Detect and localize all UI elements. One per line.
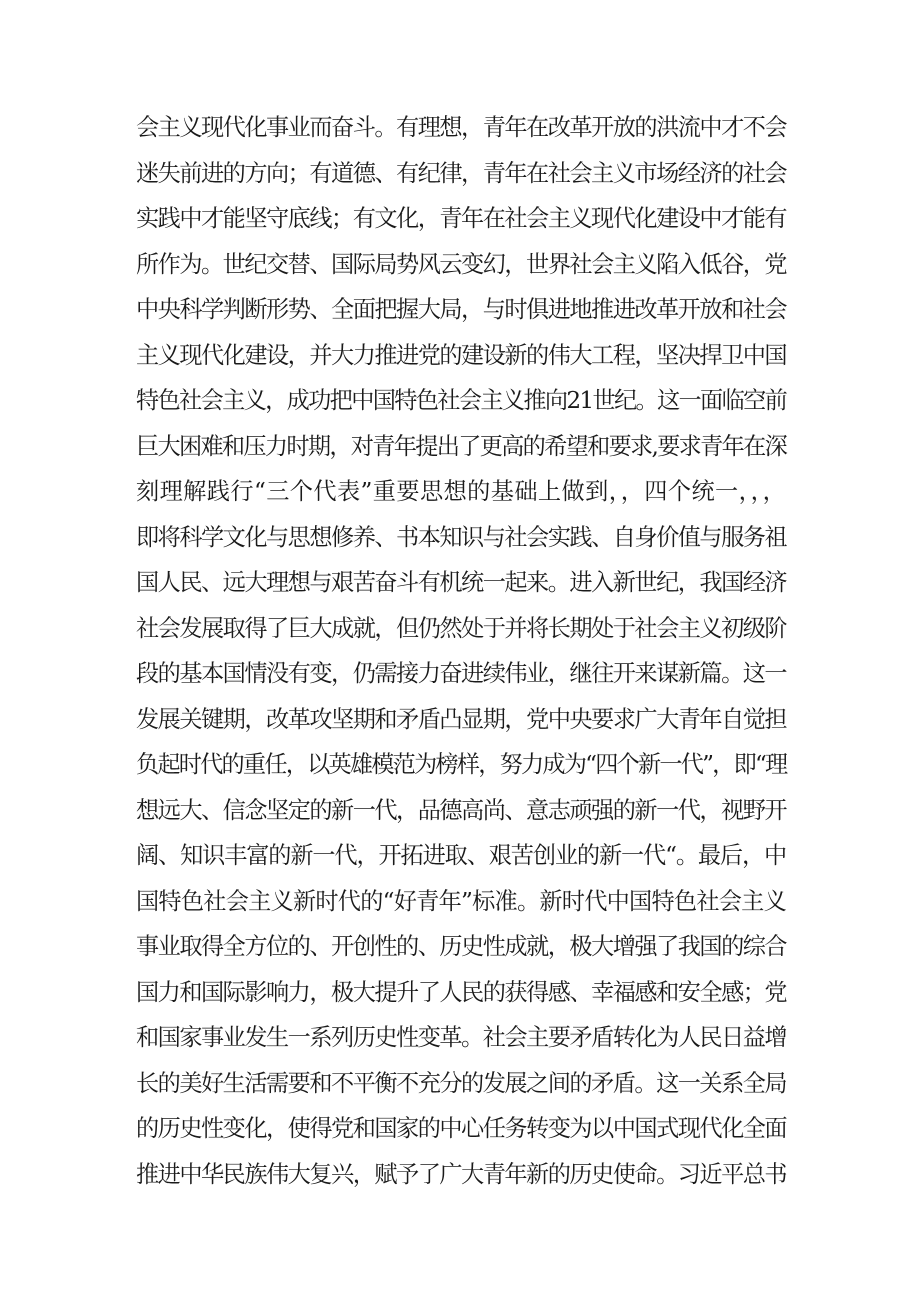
text-line: 国人民、远大理想与艰苦奋斗有机统一起来。进入新世纪，我国经济: [136, 569, 786, 596]
text-line: 的历史性变化，使得党和国家的中心任务转变为以中国式现代化全面: [136, 1115, 786, 1142]
text-line: 迷失前进的方向；有道德、有纪律，青年在社会主义市场经济的社会: [136, 159, 786, 187]
text-line: 推进中华民族伟大复兴，赋予了广大青年新的历史使命。习近平总书: [136, 1160, 786, 1188]
text-line: 段的基本国情没有变，仍需接力奋进续伟业，继往开来谋新篇。这一: [136, 660, 786, 687]
text-line: 刻理解践行“三个代表”重要思想的基础上做到，，四个统一，，，: [136, 478, 786, 505]
text-line: 主义现代化建设，并大力推进党的建设新的伟大工程，坚决捍卫中国: [136, 341, 786, 369]
text-line: 会主义现代化事业而奋斗。有理想，青年在改革开放的洪流中才不会: [136, 114, 786, 141]
text-line: 特色社会主义，成功把中国特色社会主义推向21世纪。这一面临空前: [136, 387, 786, 414]
text-line: 即将科学文化与思想修养、书本知识与社会实践、自身价值与服务祖: [136, 523, 786, 551]
text-line: 事业取得全方位的、开创性的、历史性成就，极大增强了我国的综合: [136, 933, 786, 960]
text-line: 社会发展取得了巨大成就，但仍然处于并将长期处于社会主义初级阶: [136, 614, 786, 642]
text-line: 想远大、信念坚定的新一代，品德高尚、意志顽强的新一代，视野开: [136, 796, 786, 824]
text-line: 长的美好生活需要和不平衡不充分的发展之间的矛盾。这一关系全局: [136, 1069, 786, 1097]
text-line: 发展关键期，改革攻坚期和矛盾凸显期，党中央要求广大青年自觉担: [136, 705, 786, 733]
text-line: 国力和国际影响力，极大提升了人民的获得感、幸福感和安全感；党: [136, 978, 786, 1006]
text-line: 和国家事业发生一系列历史性变革。社会主要矛盾转化为人民日益增: [136, 1024, 786, 1051]
text-line: 国特色社会主义新时代的“好青年”标准。新时代中国特色社会主义: [136, 887, 786, 915]
text-line: 所作为。世纪交替、国际局势风云变幻，世界社会主义陷入低谷，党: [136, 250, 786, 278]
text-line: 实践中才能坚守底线；有文化，青年在社会主义现代化建设中才能有: [136, 205, 786, 232]
text-line: 中央科学判断形势、全面把握大局，与时俱进地推进改革开放和社会: [136, 296, 786, 323]
text-line: 负起时代的重任，以英雄模范为榜样，努力成为“四个新一代”，即“理: [136, 751, 787, 778]
text-line: 阔、知识丰富的新一代，开拓进取、艰苦创业的新一代“。最后，中: [136, 842, 786, 869]
body-paragraph: [136, 105, 786, 1197]
text-line: 巨大困难和压力时期，对青年提出了更高的希望和要求,要求青年在深: [136, 432, 786, 460]
